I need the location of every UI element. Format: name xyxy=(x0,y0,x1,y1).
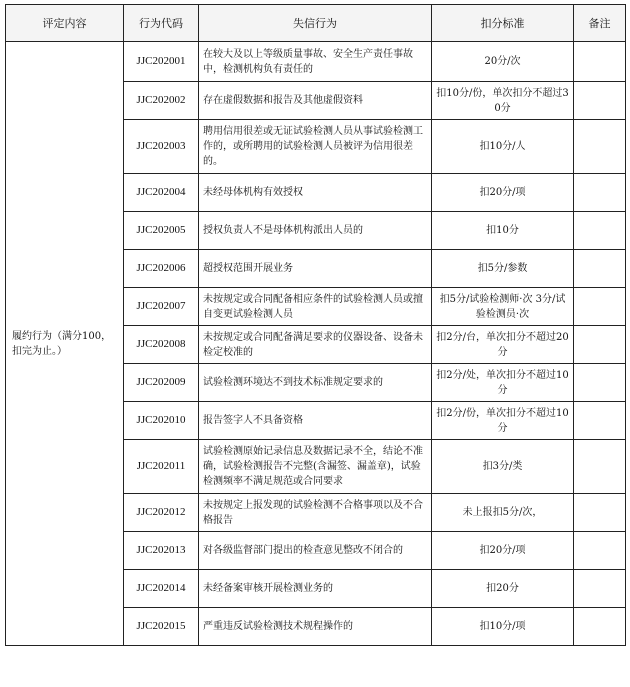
deduction-standard-cell: 扣10分 xyxy=(432,212,574,250)
credit-evaluation-table xyxy=(5,4,626,646)
remark-cell xyxy=(574,250,626,288)
remark-cell xyxy=(574,120,626,174)
behavior-code-cell: JJC202007 xyxy=(124,288,199,326)
deduction-standard-cell: 扣5分/试验检测师·次 3分/试验检测员·次 xyxy=(432,288,574,326)
behavior-code-cell: JJC202004 xyxy=(124,174,199,212)
deduction-standard-cell: 20分/次 xyxy=(432,42,574,82)
behavior-code-cell: JJC202010 xyxy=(124,402,199,440)
behavior-description-cell: 试验检测原始记录信息及数据记录不全，结论不准确，试验检测报告不完整(含漏签、漏盖章)，试验检测频率不满足规范或合同要求 xyxy=(199,440,432,494)
behavior-code-cell: JJC202011 xyxy=(124,440,199,494)
deduction-standard-cell: 扣10分/人 xyxy=(432,120,574,174)
remark-cell xyxy=(574,42,626,82)
remark-cell xyxy=(574,326,626,364)
deduction-standard-cell: 扣20分/项 xyxy=(432,174,574,212)
behavior-description-cell: 未按规定或合同配备满足要求的仪器设备、设备未检定校准的 xyxy=(199,326,432,364)
remark-cell xyxy=(574,608,626,646)
deduction-standard-cell: 扣10分/份，单次扣分不超过30分 xyxy=(432,82,574,120)
behavior-description-cell: 未经母体机构有效授权 xyxy=(199,174,432,212)
behavior-code-cell: JJC202012 xyxy=(124,494,199,532)
deduction-standard-cell: 扣20分/项 xyxy=(432,532,574,570)
behavior-description-cell: 对各级监督部门提出的检查意见整改不闭合的 xyxy=(199,532,432,570)
header-code: 行为代码 xyxy=(124,5,199,42)
header-row xyxy=(6,5,626,42)
behavior-description-cell: 聘用信用很差或无证试验检测人员从事试验检测工作的，或所聘用的试验检测人员被评为信用很差的。 xyxy=(199,120,432,174)
table-body xyxy=(6,42,626,646)
remark-cell xyxy=(574,212,626,250)
behavior-description-cell: 未经备案审核开展检测业务的 xyxy=(199,570,432,608)
remark-cell xyxy=(574,82,626,120)
deduction-standard-cell: 扣5分/参数 xyxy=(432,250,574,288)
remark-cell xyxy=(574,494,626,532)
behavior-description-cell: 授权负责人不是母体机构派出人员的 xyxy=(199,212,432,250)
behavior-description-cell: 试验检测环境达不到技术标准规定要求的 xyxy=(199,364,432,402)
remark-cell xyxy=(574,174,626,212)
behavior-description-cell: 报告签字人不具备资格 xyxy=(199,402,432,440)
deduction-standard-cell: 扣3分/类 xyxy=(432,440,574,494)
header-remark: 备注 xyxy=(574,5,626,42)
behavior-code-cell: JJC202001 xyxy=(124,42,199,82)
remark-cell xyxy=(574,570,626,608)
header-deduction: 扣分标准 xyxy=(432,5,574,42)
behavior-code-cell: JJC202014 xyxy=(124,570,199,608)
behavior-description-cell: 存在虚假数据和报告及其他虚假资料 xyxy=(199,82,432,120)
behavior-description-cell: 在较大及以上等级质量事故、安全生产责任事故中，检测机构负有责任的 xyxy=(199,42,432,82)
behavior-description-cell: 严重违反试验检测技术规程操作的 xyxy=(199,608,432,646)
header-category: 评定内容 xyxy=(6,5,124,42)
behavior-code-cell: JJC202008 xyxy=(124,326,199,364)
deduction-standard-cell: 扣2分/台，单次扣分不超过20分 xyxy=(432,326,574,364)
deduction-standard-cell: 扣2分/份，单次扣分不超过10分 xyxy=(432,402,574,440)
behavior-description-cell: 未按规定或合同配备相应条件的试验检测人员或擅自变更试验检测人员 xyxy=(199,288,432,326)
behavior-code-cell: JJC202013 xyxy=(124,532,199,570)
table-header xyxy=(6,5,626,42)
remark-cell xyxy=(574,532,626,570)
category-cell: 履约行为（满分100，扣完为止。） xyxy=(6,42,124,646)
deduction-standard-cell: 扣2分/处，单次扣分不超过10分 xyxy=(432,364,574,402)
behavior-code-cell: JJC202006 xyxy=(124,250,199,288)
remark-cell xyxy=(574,288,626,326)
behavior-description-cell: 未按规定上报发现的试验检测不合格事项以及不合格报告 xyxy=(199,494,432,532)
deduction-standard-cell: 扣10分/项 xyxy=(432,608,574,646)
behavior-code-cell: JJC202003 xyxy=(124,120,199,174)
table-row xyxy=(6,42,626,82)
behavior-code-cell: JJC202005 xyxy=(124,212,199,250)
header-behavior: 失信行为 xyxy=(199,5,432,42)
behavior-code-cell: JJC202009 xyxy=(124,364,199,402)
remark-cell xyxy=(574,402,626,440)
deduction-standard-cell: 扣20分 xyxy=(432,570,574,608)
remark-cell xyxy=(574,364,626,402)
behavior-code-cell: JJC202002 xyxy=(124,82,199,120)
behavior-code-cell: JJC202015 xyxy=(124,608,199,646)
remark-cell xyxy=(574,440,626,494)
behavior-description-cell: 超授权范围开展业务 xyxy=(199,250,432,288)
deduction-standard-cell: 未上报扣5分/次， xyxy=(432,494,574,532)
